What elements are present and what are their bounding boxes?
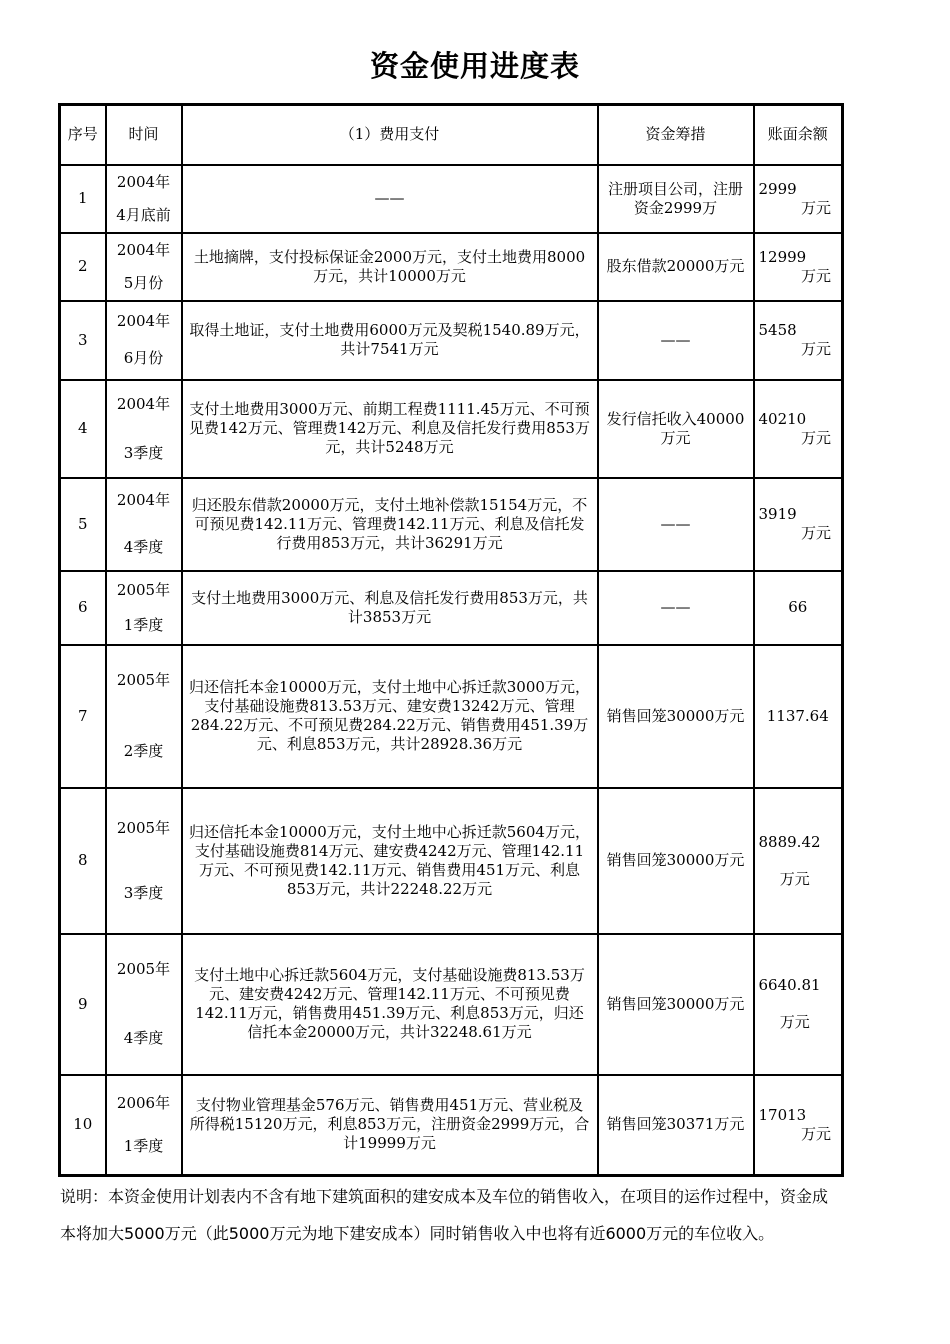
row-balance bbox=[754, 165, 843, 233]
fund-schedule-table bbox=[58, 103, 844, 1177]
row-seq: 3 bbox=[60, 301, 106, 380]
row-expense: 归还信托本金10000万元，支付土地中心拆迁款3000万元，支付基础设施费813.53万元、建安费13242万元、管理284.22万元、不可预见费284.22万元、销售费用451.39万元、利息853万元，共计28928.36万元 bbox=[182, 645, 598, 788]
balance-unit: 万元 bbox=[779, 869, 810, 888]
time-period: 6月份 bbox=[123, 349, 164, 367]
row-expense: 归还股东借款20000万元，支付土地补偿款15154万元，不可预见费142.11万元、管理费142.11万元、利息及信托发行费用853万元，共计36291万元 bbox=[182, 478, 598, 571]
time-period: 3季度 bbox=[123, 883, 164, 902]
row-expense: 取得土地证，支付土地费用6000万元及契税1540.89万元，共计7541万元 bbox=[182, 301, 598, 380]
row-time bbox=[106, 233, 182, 301]
row-expense: 土地摘牌，支付投标保证金2000万元，支付土地费用8000万元，共计10000万元 bbox=[182, 233, 598, 301]
table-row bbox=[60, 788, 843, 934]
page-title: 资金使用进度表 bbox=[369, 49, 580, 83]
row-seq: 6 bbox=[60, 571, 106, 645]
time-period: 1季度 bbox=[123, 1136, 164, 1155]
balance-unit: 万元 bbox=[800, 198, 831, 217]
row-time bbox=[106, 571, 182, 645]
table-header-row bbox=[60, 105, 843, 165]
balance-amount: 3919 bbox=[758, 505, 797, 523]
row-funding: —— bbox=[598, 301, 754, 380]
table-row bbox=[60, 1075, 843, 1176]
table-row bbox=[60, 645, 843, 788]
row-expense: 支付物业管理基金576万元、销售费用451万元、营业税及所得税15120万元，利息853万元，注册资金2999万元，合计19999万元 bbox=[182, 1075, 598, 1176]
header-seq: 序号 bbox=[60, 105, 106, 165]
time-year: 2004年 bbox=[116, 172, 171, 191]
row-balance bbox=[754, 788, 843, 934]
time-year: 2005年 bbox=[116, 580, 171, 599]
table-row bbox=[60, 934, 843, 1075]
balance-unit: 万元 bbox=[779, 1013, 810, 1031]
time-period: 4季度 bbox=[123, 538, 164, 556]
row-funding: 销售回笼30000万元 bbox=[598, 645, 754, 788]
table-row bbox=[60, 571, 843, 645]
time-year: 2005年 bbox=[116, 818, 171, 837]
row-funding: —— bbox=[598, 571, 754, 645]
time-period: 4月底前 bbox=[116, 205, 171, 224]
row-seq: 5 bbox=[60, 478, 106, 571]
time-year: 2004年 bbox=[116, 240, 171, 259]
time-period: 1季度 bbox=[123, 615, 164, 634]
row-expense: —— bbox=[182, 165, 598, 233]
header-balance: 账面余额 bbox=[754, 105, 843, 165]
row-balance bbox=[754, 478, 843, 571]
row-balance bbox=[754, 934, 843, 1075]
balance-unit: 万元 bbox=[800, 340, 831, 358]
row-balance bbox=[754, 380, 843, 478]
table-row bbox=[60, 380, 843, 478]
balance-amount: 12999 bbox=[758, 247, 807, 266]
row-time bbox=[106, 165, 182, 233]
row-time bbox=[106, 301, 182, 380]
row-seq: 2 bbox=[60, 233, 106, 301]
balance-unit: 万元 bbox=[800, 524, 831, 542]
time-year: 2005年 bbox=[116, 960, 171, 978]
header-time: 时间 bbox=[106, 105, 182, 165]
balance-amount: 66 bbox=[788, 598, 808, 616]
balance-amount: 1137.64 bbox=[766, 706, 829, 725]
header-expense: （1）费用支付 bbox=[182, 105, 598, 165]
row-balance bbox=[754, 645, 843, 788]
row-balance bbox=[754, 301, 843, 380]
row-time bbox=[106, 934, 182, 1075]
row-time bbox=[106, 1075, 182, 1176]
row-funding: 注册项目公司，注册资金2999万 bbox=[598, 165, 754, 233]
header-funding: 资金筹措 bbox=[598, 105, 754, 165]
time-year: 2004年 bbox=[116, 312, 171, 330]
row-balance bbox=[754, 571, 843, 645]
balance-unit: 万元 bbox=[800, 266, 831, 285]
row-time bbox=[106, 645, 182, 788]
balance-amount: 17013 bbox=[758, 1105, 807, 1124]
row-seq: 10 bbox=[60, 1075, 106, 1176]
table-row bbox=[60, 165, 843, 233]
row-seq: 7 bbox=[60, 645, 106, 788]
row-seq: 4 bbox=[60, 380, 106, 478]
row-funding: 销售回笼30371万元 bbox=[598, 1075, 754, 1176]
time-year: 2006年 bbox=[116, 1093, 171, 1112]
balance-unit: 万元 bbox=[800, 428, 831, 447]
row-expense: 支付土地费用3000万元、利息及信托发行费用853万元，共计3853万元 bbox=[182, 571, 598, 645]
row-expense: 支付土地费用3000万元、前期工程费1111.45万元、不可预见费142万元、管理费142万元、利息及信托发行费用853万元，共计5248万元 bbox=[182, 380, 598, 478]
time-period: 2季度 bbox=[123, 742, 164, 760]
footnote: 说明：本资金使用计划表内不含有地下建筑面积的建安成本及车位的销售收入，在项目的运作过程中，资金成本将加大5000万元（此5000万元为地下建安成本）同时销售收入中也将有近6000万元的车位收入。 bbox=[60, 1187, 829, 1243]
row-balance bbox=[754, 1075, 843, 1176]
row-funding: 销售回笼30000万元 bbox=[598, 788, 754, 934]
row-expense: 归还信托本金10000万元，支付土地中心拆迁款5604万元，支付基础设施费814万元、建安费4242万元、管理142.11万元、不可预见费142.11万元、销售费用451万元、利息853万元，共计22248.22万元 bbox=[182, 788, 598, 934]
table-row bbox=[60, 233, 843, 301]
balance-amount: 6640.81 bbox=[758, 976, 821, 994]
row-funding: —— bbox=[598, 478, 754, 571]
row-time bbox=[106, 478, 182, 571]
row-seq: 8 bbox=[60, 788, 106, 934]
row-funding: 销售回笼30000万元 bbox=[598, 934, 754, 1075]
balance-amount: 40210 bbox=[758, 409, 807, 428]
time-period: 5月份 bbox=[123, 273, 164, 292]
table-row bbox=[60, 478, 843, 571]
balance-amount: 2999 bbox=[758, 179, 797, 198]
row-seq: 1 bbox=[60, 165, 106, 233]
time-period: 4季度 bbox=[123, 1029, 164, 1047]
time-period: 3季度 bbox=[123, 443, 164, 462]
row-balance bbox=[754, 233, 843, 301]
table-row bbox=[60, 301, 843, 380]
row-expense: 支付土地中心拆迁款5604万元，支付基础设施费813.53万元、建安费4242万元、管理142.11万元、不可预见费142.11万元，销售费用451.39万元、利息853万元，归还信托本金20000万元，共计32248.61万元 bbox=[182, 934, 598, 1075]
time-year: 2004年 bbox=[116, 491, 171, 509]
balance-amount: 5458 bbox=[758, 321, 797, 339]
balance-amount: 8889.42 bbox=[758, 832, 821, 851]
row-time bbox=[106, 788, 182, 934]
balance-unit: 万元 bbox=[800, 1124, 831, 1143]
row-funding: 发行信托收入40000万元 bbox=[598, 380, 754, 478]
time-year: 2005年 bbox=[116, 671, 171, 689]
row-seq: 9 bbox=[60, 934, 106, 1075]
time-year: 2004年 bbox=[116, 394, 171, 413]
row-time bbox=[106, 380, 182, 478]
row-funding: 股东借款20000万元 bbox=[598, 233, 754, 301]
